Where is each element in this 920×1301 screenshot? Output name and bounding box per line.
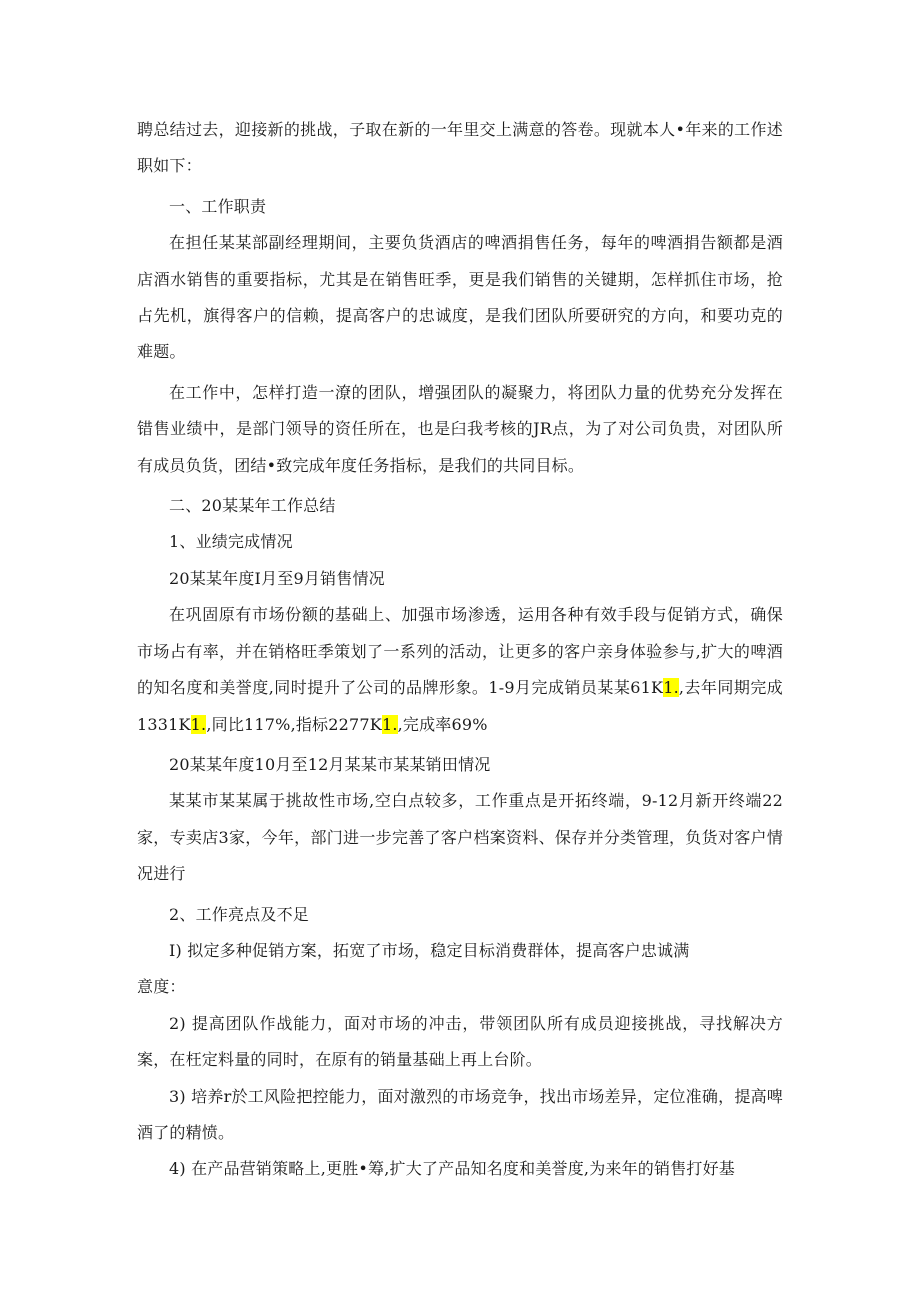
section-1-paragraph-2: 在工作中，怎样打造一潦的团队，增强团队的凝聚力，将团队力量的优势充分发挥在错售业绩中，是部门领导的资任所在，也是臼我考核的JR点，为了对公司负贵，对团队所有成员负货，团结•致完成年度任务指标，是我们的共同目标。: [137, 382, 783, 475]
period-2-paragraph: 某某市某某属于挑故性市场,空白点较多，工作重点是开拓终端，9-12月新开终端22家，专卖店3家，今年，部门进一步完善了客户档案资料、保存并分类管理，负货对客户情况进行: [137, 791, 783, 884]
subsection-1-heading: 1、业绩完成情况: [169, 532, 293, 552]
period-1-heading: 20某某年度I月至9月销售情况: [169, 568, 385, 588]
period-1-paragraph: [137, 597, 783, 743]
subsection-2-heading: 2、工作亮点及不足: [169, 904, 309, 924]
period-2-heading: 20某某年度10月至12月某某市某某销田情况: [169, 754, 491, 774]
section-1-heading: 一、工作职责: [169, 196, 267, 216]
list-item-4: 4) 在产品营销策略上,更胜•筹,扩大了产品知名度和美誉度,为来年的销售打好基: [169, 1159, 736, 1179]
highlight-mark-2: 1.: [190, 714, 207, 734]
list-item-2: 2) 提高团队作战能力，面对市场的冲击，带领团队所有成员迎接挑战，寻找解决方案，在枉定料量的同时，在原有的销量基础上再上台阶。: [137, 1013, 783, 1070]
list-item-1-line-2: 意度：: [137, 977, 186, 997]
list-item-1-line-1: I) 拟定多种促销方案，拓宽了市场，稳定目标消费群体，提高客户忠诚满: [169, 940, 690, 960]
period-1-text-b: ,去年同期完成1331K: [137, 678, 783, 734]
section-1-paragraph-1: 在担任某某部副经理期间，主要负货酒店的啤酒捐售任务，每年的啤酒捐告额都是酒店酒水销售的重要指标，尤其是在销售旺季，更是我们销售的关键期，怎样抓住市场，抢占先机，旗得客户的信赖，提高客户的忠诚度，是我们团队所要研究的方向，和要功克的难题。: [137, 233, 783, 362]
list-item-3: 3) 培养r於工风险把控能力，面对激烈的市场竞争，找出市场差异，定位准确，提高啤酒了的精愤。: [137, 1086, 783, 1142]
highlight-mark-3: 1.: [381, 714, 398, 734]
period-1-text-a: 在巩固原有市场份额的基础上、加强市场渗透，运用各种有效手段与促销方式，确保市场占有率，并在销格旺季策划了一系列的活动，让更多的客户亲身体验参与,扩大的啤酒的知名度和美誉度,同时提升了公司的品牌形象。1-9月完成销员某某61K: [137, 605, 783, 698]
document-body: [137, 112, 783, 1188]
period-1-text-c: ,同比117%,指标2277K: [206, 714, 382, 734]
intro-paragraph: 聘总结过去，迎接新的挑战，子取在新的一年里交上满意的答卷。现就本人•年来的工作述职如下：: [137, 120, 783, 176]
highlight-mark-1: 1.: [663, 678, 679, 698]
period-1-text-d: ,完成率69%: [397, 714, 488, 734]
section-2-heading: 二、20某某年工作总结: [169, 496, 336, 516]
